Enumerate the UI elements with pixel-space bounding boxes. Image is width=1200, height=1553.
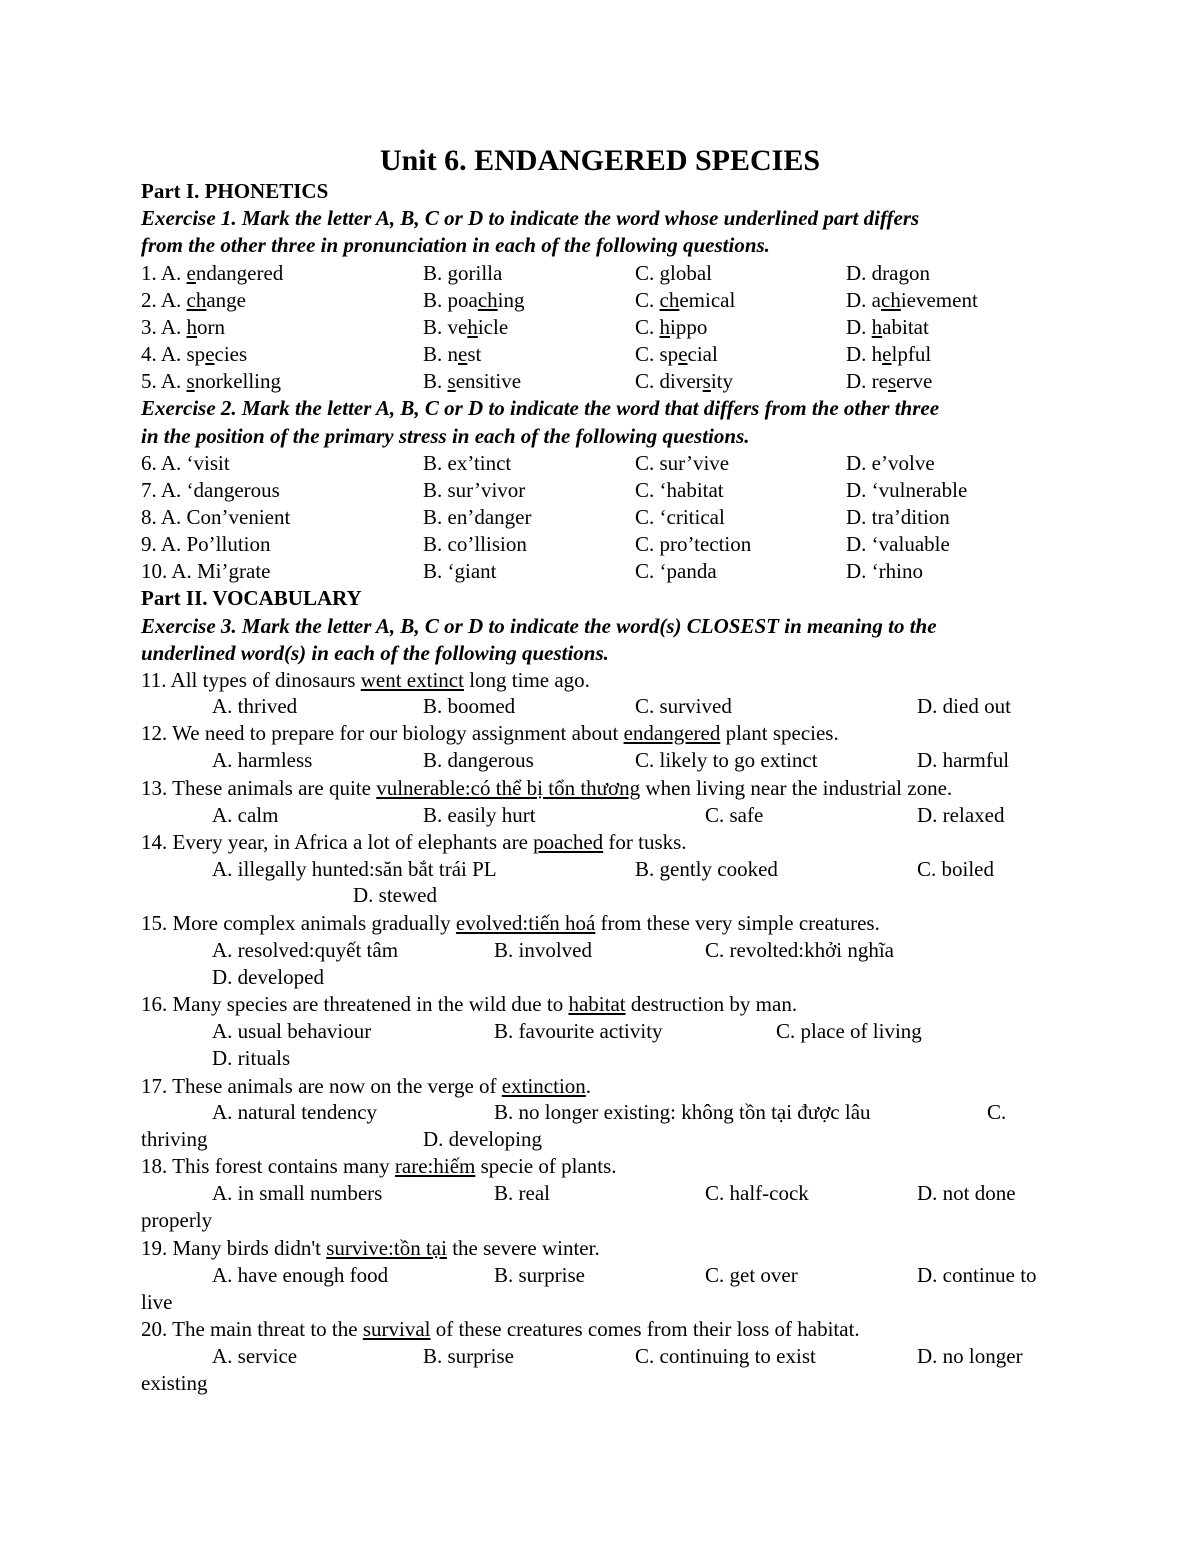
question-15-options: A. resolved:quyết tâm B. involved C. revolted:khởi nghĩa <box>212 938 894 962</box>
question-15: 15. More complex animals gradually evolved:tiến hoá from these very simple creatures. <box>141 911 880 935</box>
question-20-options: A. service B. surprise C. continuing to exist D. no longer <box>212 1344 1023 1368</box>
question-15-options-cont: D. developed <box>212 965 324 989</box>
question-14-options: A. illegally hunted:săn bắt trái PL B. gently cooked C. boiled <box>212 857 994 881</box>
part-2-heading: Part II. VOCABULARY <box>141 586 362 610</box>
question-18-options: A. in small numbers B. real C. half-cock D. not done <box>212 1181 1016 1205</box>
question-10: 10. A. Mi’grate B. ‘giant C. ‘panda D. ‘rhino <box>141 559 923 583</box>
question-4: 4. A. species B. nest C. special D. helpful <box>141 342 932 366</box>
question-11-options: A. thrived B. boomed C. survived D. died out <box>212 694 1011 718</box>
question-2: 2. A. change B. poaching C. chemical D. achievement <box>141 288 978 312</box>
question-1: 1. A. endangered B. gorilla C. global D. dragon <box>141 261 930 285</box>
question-13: 13. These animals are quite vulnerable:có thể bị tổn thương when living near the industrial zone. <box>141 776 953 800</box>
part-1-heading: Part I. PHONETICS <box>141 179 329 203</box>
question-20: 20. The main threat to the survival of these creatures comes from their loss of habitat. <box>141 1317 860 1341</box>
question-8: 8. A. Con’venient B. en’danger C. ‘critical D. tra’dition <box>141 505 950 529</box>
question-14-options-cont: D. stewed <box>353 883 437 907</box>
question-19-options-cont: live <box>141 1290 173 1314</box>
question-3: 3. A. horn B. vehicle C. hippo D. habitat <box>141 315 929 339</box>
exercise-2-instruction-line-2: in the position of the primary stress in each of the following questions. <box>141 424 750 448</box>
question-9: 9. A. Po’llution B. co’llision C. pro’tection D. ‘valuable <box>141 532 950 556</box>
question-16-options: A. usual behaviour B. favourite activity C. place of living <box>212 1019 922 1043</box>
question-18: 18. This forest contains many rare:hiếm specie of plants. <box>141 1154 617 1178</box>
question-20-options-cont: existing <box>141 1371 208 1395</box>
question-14: 14. Every year, in Africa a lot of elephants are poached for tusks. <box>141 830 687 854</box>
question-11: 11. All types of dinosaurs went extinct long time ago. <box>141 668 590 692</box>
question-18-options-cont: properly <box>141 1208 213 1232</box>
question-19: 19. Many birds didn't survive:tồn tại the severe winter. <box>141 1236 600 1260</box>
question-6: 6. A. ‘visit B. ex’tinct C. sur’vive D. e’volve <box>141 451 935 475</box>
question-17-options: A. natural tendency B. no longer existing: không tồn tại được lâu C. <box>212 1100 1007 1124</box>
question-5: 5. A. snorkelling B. sensitive C. diversity D. reserve <box>141 369 933 393</box>
question-12-options: A. harmless B. dangerous C. likely to go extinct D. harmful <box>212 748 1010 772</box>
question-13-options: A. calm B. easily hurt C. safe D. relaxed <box>212 803 1005 827</box>
page-title: Unit 6. ENDANGERED SPECIES <box>379 144 821 177</box>
question-17: 17. These animals are now on the verge of extinction. <box>141 1074 592 1098</box>
question-7: 7. A. ‘dangerous B. sur’vivor C. ‘habitat D. ‘vulnerable <box>141 478 968 502</box>
question-12: 12. We need to prepare for our biology assignment about endangered plant species. <box>141 721 839 745</box>
exercise-2-instruction-line-1: Exercise 2. Mark the letter A, B, C or D to indicate the word that differs from the other three <box>141 396 940 420</box>
exercise-3-instruction-line-1: Exercise 3. Mark the letter A, B, C or D to indicate the word(s) CLOSEST in meaning to the <box>141 614 937 638</box>
question-17-options-cont: thriving D. developing <box>141 1127 542 1151</box>
exercise-1-instruction-line-2: from the other three in pronunciation in each of the following questions. <box>141 233 770 257</box>
exercise-1-instruction-line-1: Exercise 1. Mark the letter A, B, C or D to indicate the word whose underlined part differs <box>141 206 920 230</box>
question-16-options-cont: D. rituals <box>212 1046 291 1070</box>
question-16: 16. Many species are threatened in the wild due to habitat destruction by man. <box>141 992 798 1016</box>
question-19-options: A. have enough food B. surprise C. get over D. continue to <box>212 1263 1037 1287</box>
exercise-3-instruction-line-2: underlined word(s) in each of the following questions. <box>141 641 609 665</box>
